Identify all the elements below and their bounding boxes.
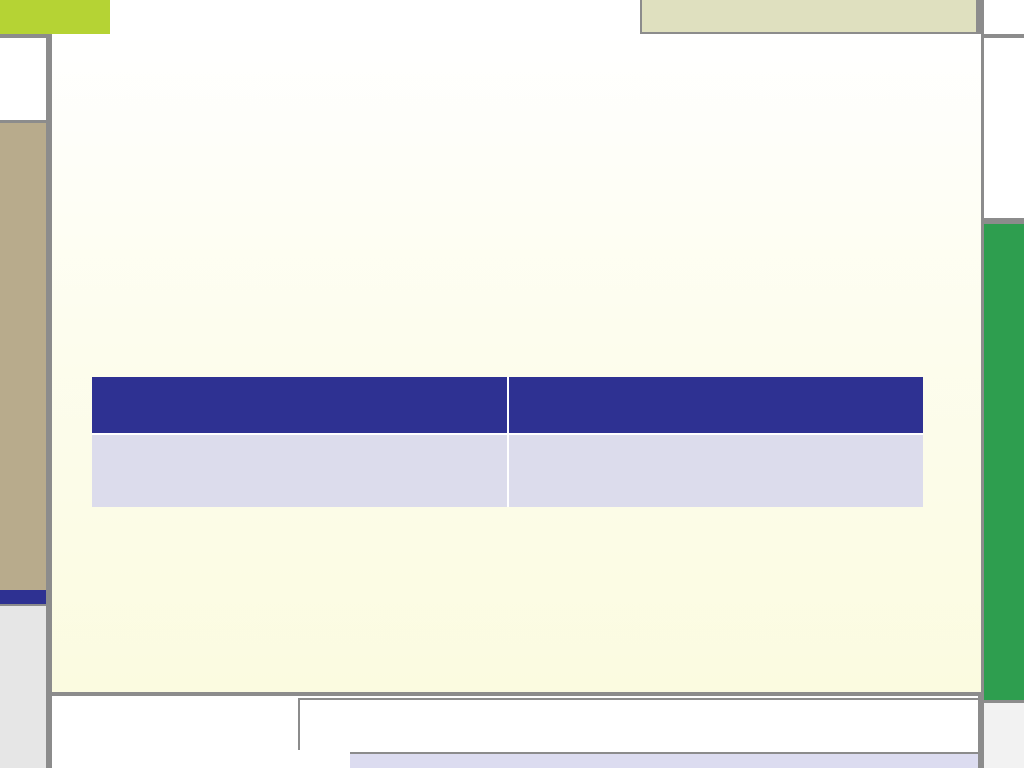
- results-table: [92, 377, 923, 507]
- table-row: [92, 434, 923, 507]
- slide-content-area: [52, 34, 981, 692]
- left-lower-panel: [0, 604, 46, 768]
- table-cell: [92, 434, 508, 507]
- footer-center-box: [298, 698, 978, 750]
- table-cell: [508, 434, 923, 507]
- table-header-zno: [92, 377, 508, 434]
- right-lower-panel: [984, 700, 1024, 768]
- bottom-rule: [52, 692, 978, 696]
- table-header-dpa: [508, 377, 923, 434]
- olive-top-box: [640, 0, 978, 34]
- bottom-lavender-strip: [350, 752, 978, 768]
- lime-corner-block: [0, 0, 110, 34]
- left-tan-panel: [0, 120, 46, 590]
- right-green-panel: [984, 224, 1024, 700]
- left-navy-strip: [0, 590, 46, 604]
